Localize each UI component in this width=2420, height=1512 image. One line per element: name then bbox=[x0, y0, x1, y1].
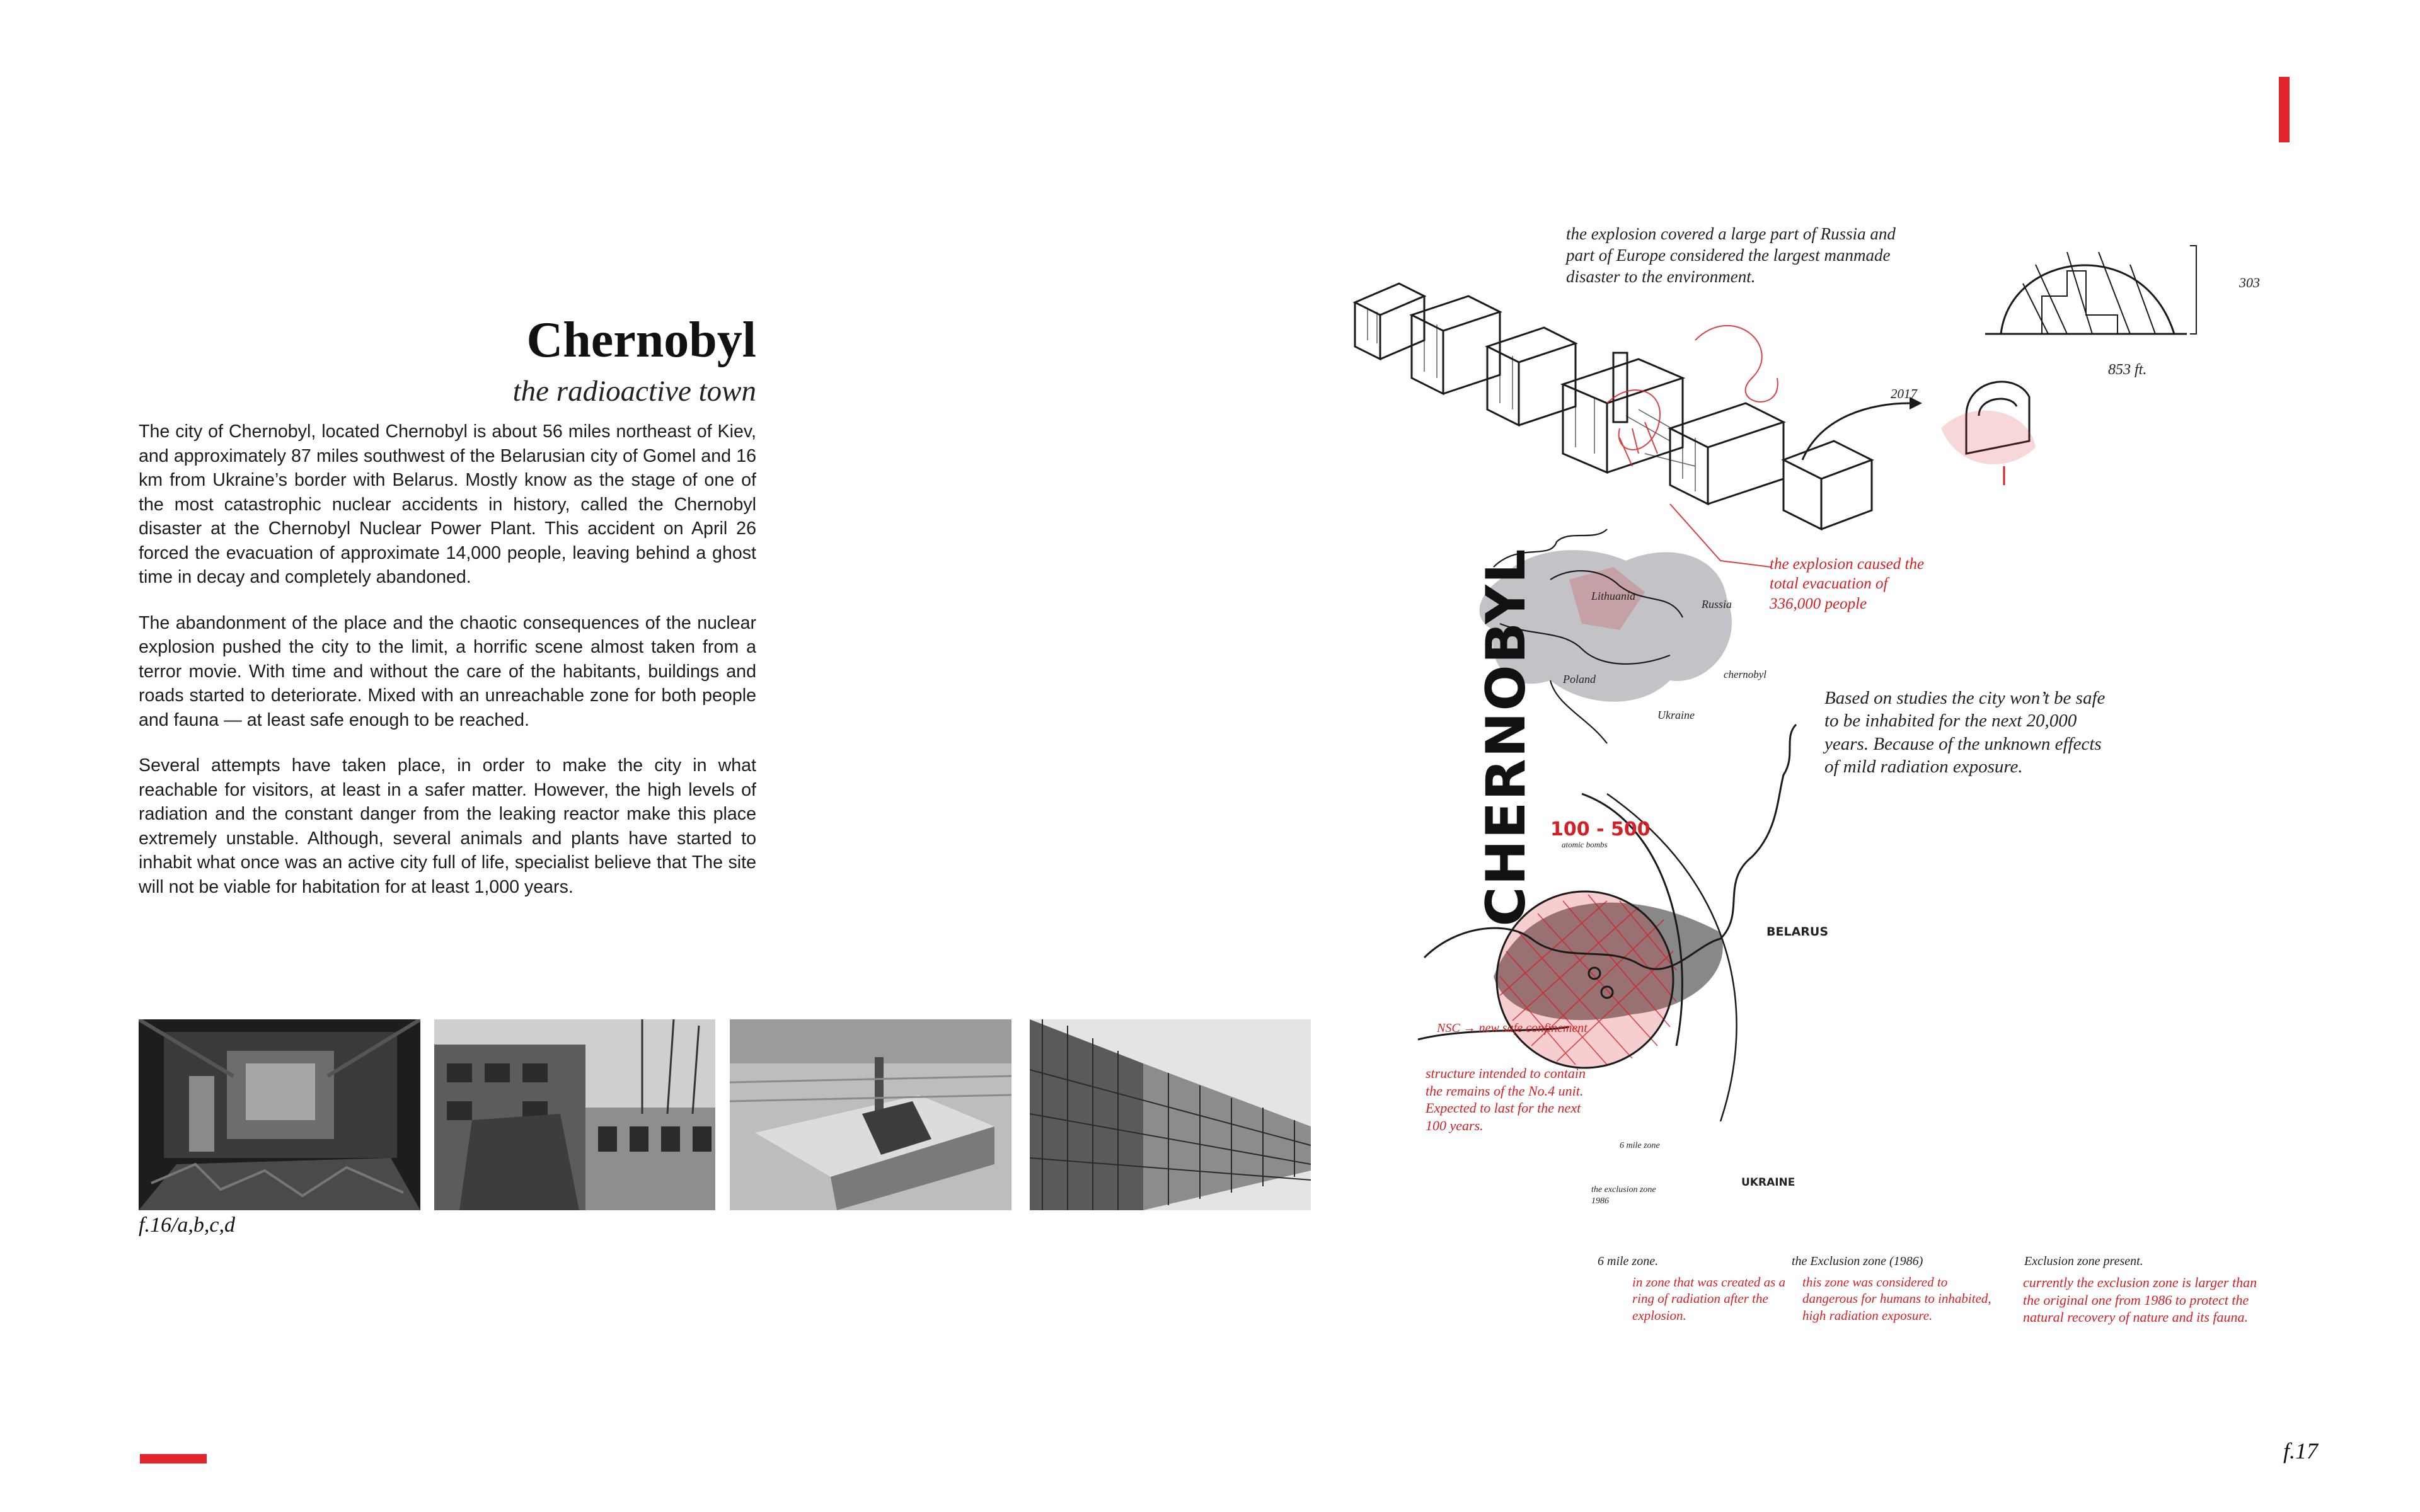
paragraph: The city of Chernobyl, located Chernobyl is about 56 miles northeast of Kiev, and approximately 87 miles southwest of the Belarusian city of Gomel and 16 km from Ukraine’s border with Belarus. Mostly know as the stage of one of the most catastrophic nuclear accidents in history, called the Chernobyl disaster at the Chernobyl Nuclear Power Plant. This accident on April 26 forced the evacuation of approximate 14,000 people, leaving behind a ghost time in decay and completely abandoned. bbox=[139, 421, 756, 587]
dose-value: 100 - 500 bbox=[1550, 818, 1651, 840]
page-title: Chernobyl bbox=[526, 312, 756, 368]
paragraph: Several attempts have taken place, in order to make the city in what reachable for visitors, at least in a safer matter. However, the high levels of radiation and the constant danger from the leaking reactor make this place extremely unstable. Although, several animals and plants have started to inhabit what once was an active city full of life, specialist believe that The site will not be viable for habitation for at least 1,000 years. bbox=[139, 755, 756, 897]
note-exclusion-present-desc: currently the exclusion zone is larger than the original one from 1986 to protect the natural recovery of nature and its fauna. bbox=[2023, 1274, 2257, 1325]
note-sarcophagus-width: 853 ft. bbox=[2108, 362, 2147, 378]
map-label-chernobyl: chernobyl bbox=[1724, 668, 1766, 680]
accent-bar-bottom bbox=[140, 1454, 207, 1463]
note-exclusion-1986: the Exclusion zone (1986) bbox=[1792, 1254, 1923, 1268]
photo-collapsed-building bbox=[434, 1019, 715, 1210]
map-label-lithuania: Lithuania bbox=[1591, 590, 1636, 602]
map-label-six-mile: 6 mile zone bbox=[1620, 1141, 1660, 1150]
map-label-poland: Poland bbox=[1563, 673, 1596, 685]
title-block bbox=[126, 312, 756, 408]
page-subtitle: the radioactive town bbox=[512, 375, 756, 408]
photo-reactor-aerial bbox=[730, 1019, 1011, 1210]
note-explosion-red: the explosion caused the total evacuation of 336,000 people bbox=[1770, 556, 1925, 612]
accent-bar-top bbox=[2279, 77, 2290, 142]
note-exclusion-present: Exclusion zone present. bbox=[2024, 1254, 2143, 1268]
photo-caption: f.16/a,b,c,d bbox=[139, 1213, 235, 1237]
page-number: f.17 bbox=[2283, 1438, 2318, 1463]
paragraph: The abandonment of the place and the chaotic consequences of the nuclear explosion pushed the city to the limit, a horrific scene almost taken from a terror movie. With time and without the care of the habitants, buildings and roads started to deteriorate. Mixed with an unreachable zone for both people and fauna — at least safe enough to be reached. bbox=[139, 612, 756, 730]
note-year-2017: 2017 bbox=[1891, 386, 1917, 401]
big-title-wrap bbox=[1475, 547, 1538, 927]
map-label-ukraine: Ukraine bbox=[1657, 709, 1695, 721]
photo-interior-ruins bbox=[139, 1019, 420, 1210]
note-sarcophagus-height: 303 bbox=[2239, 275, 2260, 290]
note-exclusion-1986-desc: this zone was considered to dangerous for humans to inhabited, high radiation exposure. bbox=[1802, 1274, 1991, 1323]
note-six-mile-desc: in zone that was created as a ring of radiation after the explosion. bbox=[1632, 1274, 1786, 1323]
map-label-belarus: BELARUS bbox=[1766, 925, 1829, 939]
map-label-exclusion-1986: the exclusion zone 1986 bbox=[1591, 1185, 1656, 1206]
body-text bbox=[139, 420, 756, 920]
note-studies: Based on studies the city won’t be safe to be inhabited for the next 20,000 years. Because of the unknown effects of mild radiation exposure. bbox=[1824, 688, 2106, 777]
note-structure: structure intended to contain the remains of the No.4 unit. Expected to last for the next 100 years. bbox=[1426, 1065, 1586, 1133]
map-label-russia: Russia bbox=[1702, 598, 1732, 610]
sketch-big-title: CHERNOBYL bbox=[1475, 547, 1538, 927]
photo-radar-structure bbox=[1030, 1019, 1311, 1210]
map-label-ukraine-caps: UKRAINE bbox=[1741, 1176, 1795, 1189]
note-nsc: NSC → new safe confinement bbox=[1437, 1021, 1587, 1035]
dose-unit: atomic bombs bbox=[1562, 840, 1608, 849]
note-six-mile-zone: 6 mile zone. bbox=[1598, 1254, 1659, 1268]
note-explosion-top: the explosion covered a large part of Russia and part of Europe considered the largest manmade disaster to the environment. bbox=[1566, 224, 1896, 286]
